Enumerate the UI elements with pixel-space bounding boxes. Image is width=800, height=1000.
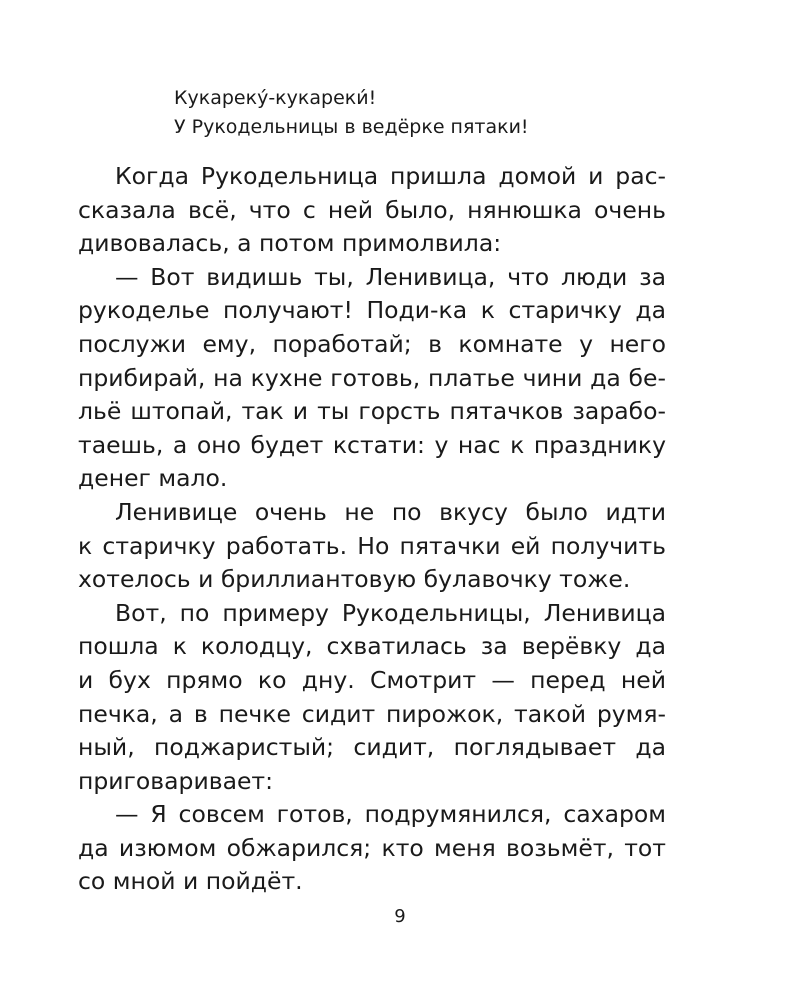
page-number: 9 (394, 906, 406, 927)
text-line: да изюмом обжарился; кто меня возьмёт, тот (78, 833, 666, 862)
paragraph-1 (78, 160, 666, 261)
verse-line: У Рукодельницы в ведёрке пятаки! (174, 116, 529, 138)
text-line: к старичку работать. Но пятачки ей получить (78, 531, 666, 560)
text-line: Ленивице очень не по вкусу было идти (115, 497, 666, 526)
text-line: приговаривает: (78, 766, 274, 795)
text-line: пошла к колодцу, схватилась за верёвку да (78, 632, 666, 661)
text-line: таешь, а оно будет кстати: у нас к празднику (78, 430, 666, 459)
text-line: — Вот видишь ты, Ленивица, что люди за (115, 262, 666, 291)
text-line: хотелось и бриллиантовую булавочку тоже. (78, 565, 631, 594)
body-text (78, 160, 666, 899)
paragraph-2 (78, 261, 666, 496)
text-line: — Я совсем готов, подрумянился, сахаром (115, 800, 666, 829)
paragraph-4 (78, 597, 666, 799)
verse-line: Кукареку́-кукареки́! (174, 87, 377, 109)
text-line: послужи ему, поработай; в комнате у него (78, 329, 666, 358)
text-line: денег мало. (78, 464, 228, 493)
text-line: и бух прямо ко дну. Смотрит — перед ней (78, 665, 666, 694)
text-line: сказала всё, что с ней было, нянюшка очень (78, 195, 666, 224)
text-line: Когда Рукодельница пришла домой и рас- (115, 162, 666, 190)
paragraph-5 (78, 798, 666, 899)
text-line: Вот, по примеру Рукодельницы, Ленивица (115, 598, 666, 627)
paragraph-3 (78, 496, 666, 597)
text-line: прибирай, на кухне готовь, платье чини да бе- (78, 363, 666, 392)
text-line: со мной и пойдёт. (78, 867, 303, 896)
text-line: ный, поджаристый; сидит, поглядывает да (78, 733, 666, 762)
text-line: льё штопай, так и ты горсть пятачков зарабо- (78, 397, 666, 426)
verse-block (174, 84, 734, 142)
text-line: рукоделье получают! Поди-ка к старичку да (78, 296, 666, 325)
text-line: печка, а в печке сидит пирожок, такой румя- (78, 699, 666, 728)
text-line: дивовалась, а потом примолвила: (78, 229, 502, 258)
